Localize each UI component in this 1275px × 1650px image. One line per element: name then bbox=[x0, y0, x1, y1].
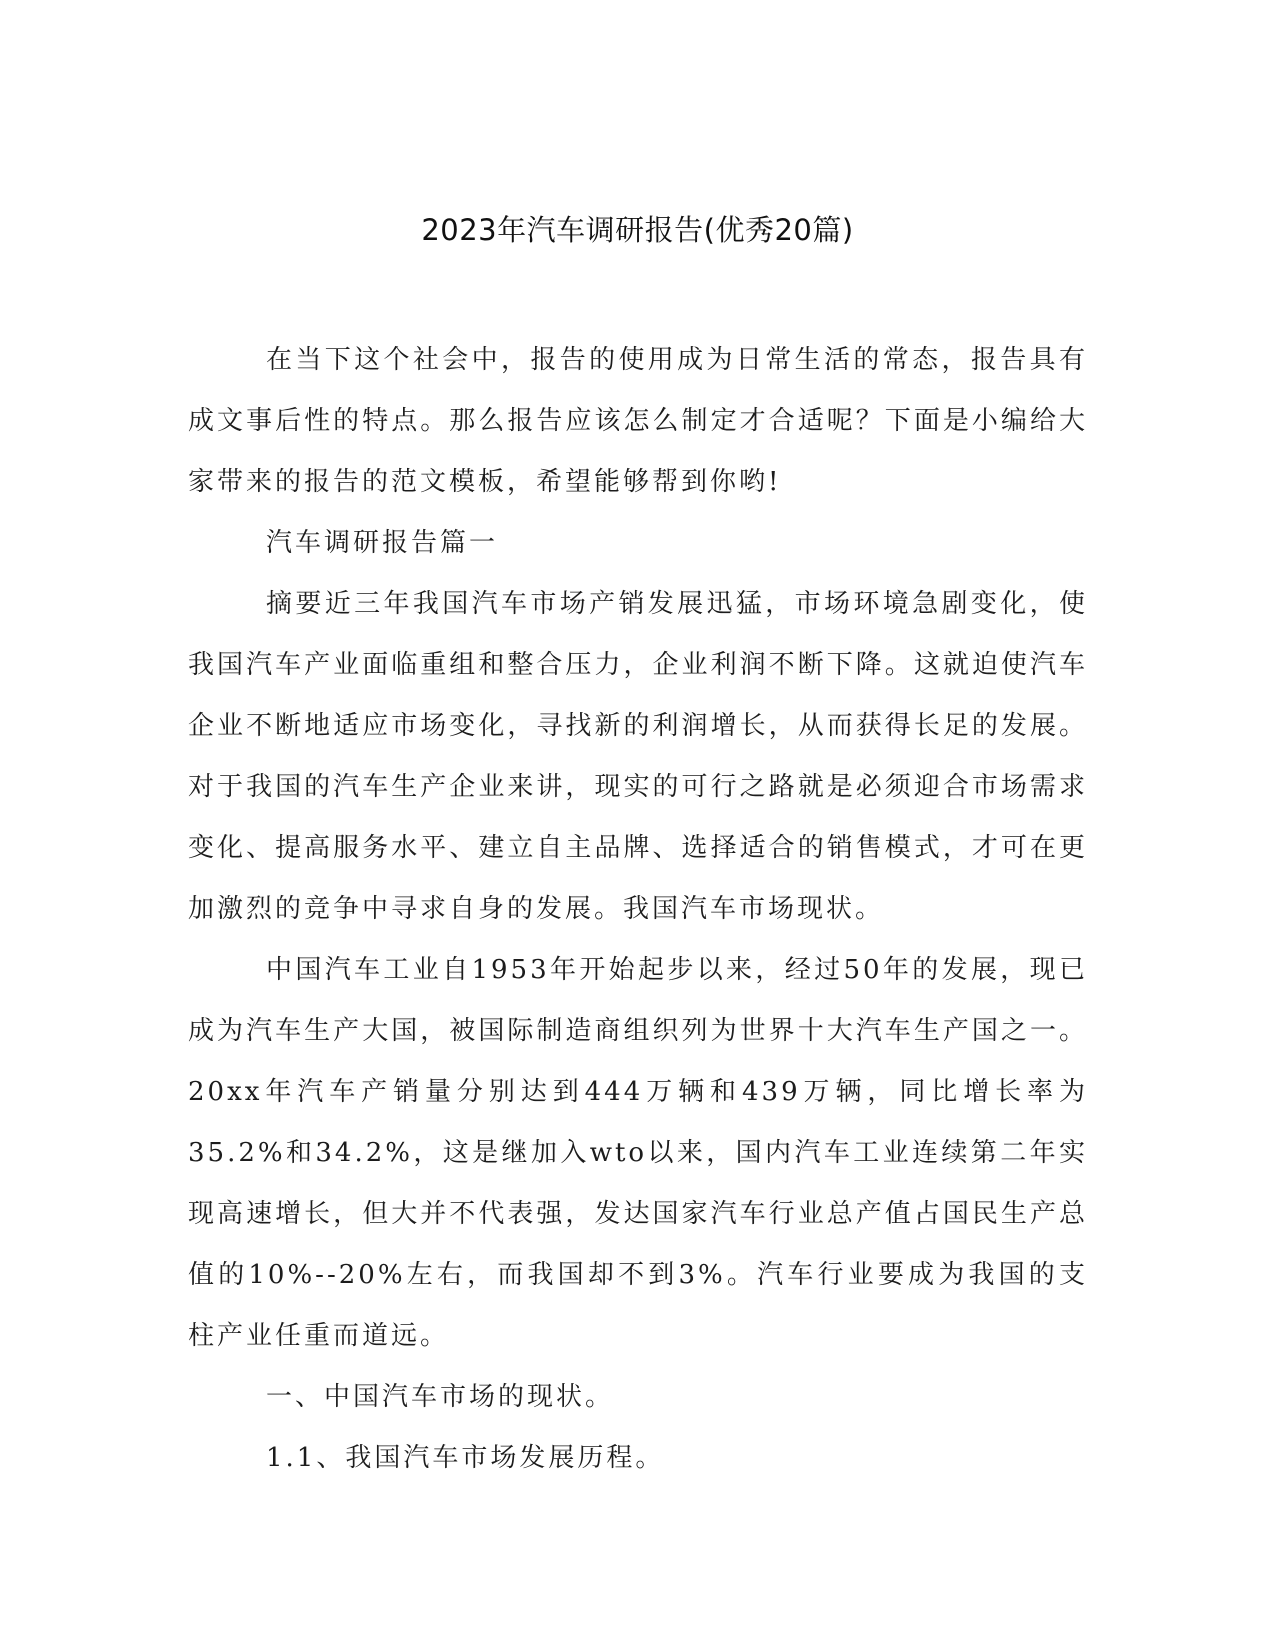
paragraph-abstract: 摘要近三年我国汽车市场产销发展迅猛，市场环境急剧变化，使我国汽车产业面临重组和整合压力，企业利润不断下降。这就迫使汽车企业不断地适应市场变化，寻找新的利润增长，从而获得长足的发展。对于我国的汽车生产企业来讲，现实的可行之路就是必须迎合市场需求变化、提高服务水平、建立自主品牌、选择适合的销售模式，才可在更加激烈的竞争中寻求自身的发展。我国汽车市场现状。 bbox=[188, 589, 1088, 924]
chapter-heading: 一、中国汽车市场的现状。 bbox=[266, 1382, 615, 1412]
subsection-heading: 1.1、我国汽车市场发展历程。 bbox=[266, 1443, 665, 1473]
document-title: 2023年汽车调研报告(优秀20篇) bbox=[421, 213, 854, 247]
paragraph-intro: 在当下这个社会中，报告的使用成为日常生活的常态，报告具有成文事后性的特点。那么报告应该怎么制定才合适呢？下面是小编给大家带来的报告的范文模板，希望能够帮到你哟! bbox=[188, 345, 1088, 497]
document-body bbox=[188, 330, 1088, 1489]
section-heading: 汽车调研报告篇一 bbox=[266, 528, 499, 558]
paragraph-history: 中国汽车工业自1953年开始起步以来，经过50年的发展，现已成为汽车生产大国，被国际制造商组织列为世界十大汽车生产国之一。20xx年汽车产销量分别达到444万辆和439万辆，同比增长率为35.2%和34.2%，这是继加入wto以来，国内汽车工业连续第二年实现高速增长，但大并不代表强，发达国家汽车行业总产值占国民生产总值的10%--20%左右，而我国却不到3%。汽车行业要成为我国的支柱产业任重而道远。 bbox=[188, 955, 1088, 1351]
